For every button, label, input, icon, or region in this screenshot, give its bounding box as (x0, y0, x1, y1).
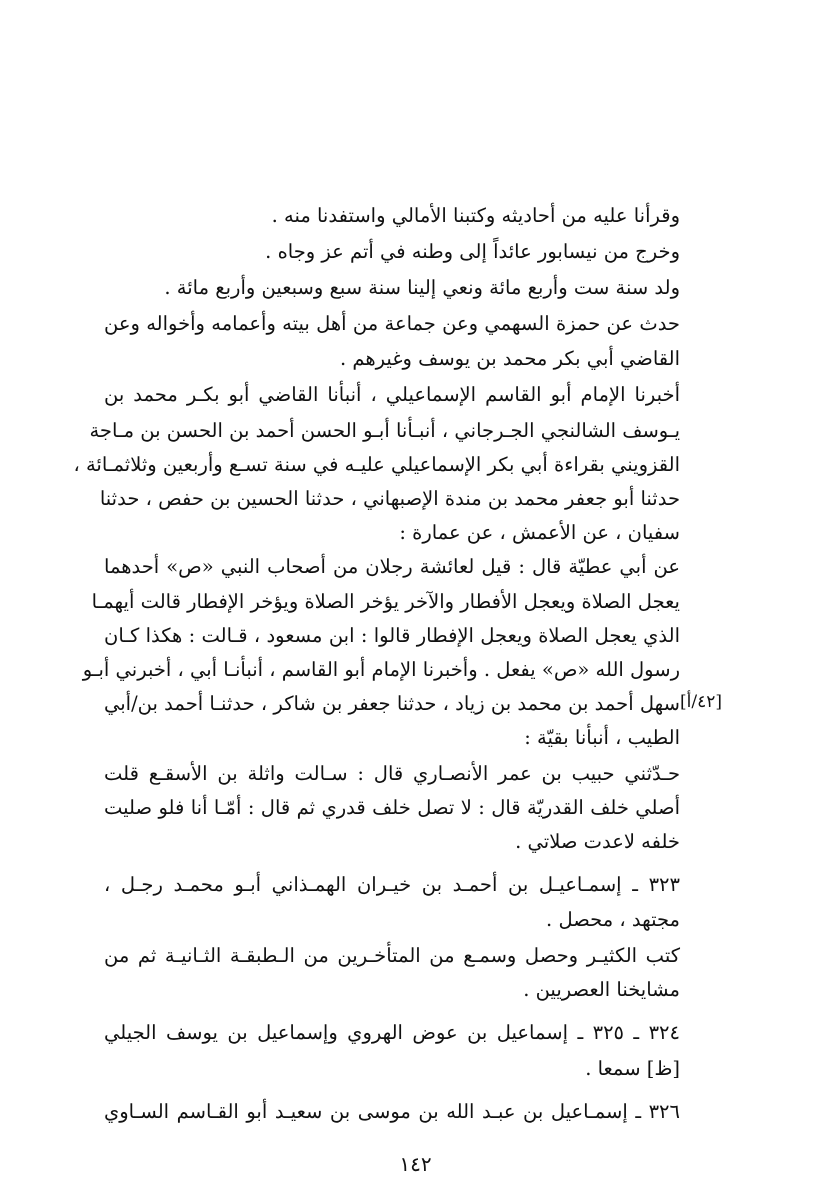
text-line: خلفه لاعدت صلاتي . (515, 830, 680, 853)
text-line: أخبرنا الإمام أبو القاسم الإسماعيلي ، أنبأنا القاضي أبو بكـر محمد بن (104, 383, 680, 406)
text-line: حدثنا أبو جعفر محمد بن مندة الإصبهاني ، حدثنا الحسين بن حفص ، حدثنا (99, 487, 680, 510)
text-line: عن أبي عطيّة قال : قيل لعائشة رجلان من أصحاب النبي «ص» أحدهما (104, 555, 680, 578)
text-line: مشايخنا العصريين . (523, 978, 680, 1001)
text-line: ٣٢٦ ـ إسمـاعيل بن عبـد الله بن موسى بن سعيـد أبو القـاسم السـاوي (104, 1100, 680, 1123)
text-line: رسول الله «ص» يفعل . وأخبرنا الإمام أبو القاسم ، أنبأنـا أبي ، أخبرني أبـو (82, 658, 680, 681)
text-line: ٣٢٤ ـ ٣٢٥ ـ إسماعيل بن عوض الهروي وإسماعيل بن يوسف الجيلي (104, 1021, 680, 1044)
text-line: سهل أحمد بن محمد بن زياد ، حدثنا جعفر بن شاكر ، حدثنـا أحمد بن/أبي (104, 692, 680, 715)
text-line: وقرأنا عليه من أحاديثه وكتبنا الأمالي واستفدنا منه . (271, 204, 680, 227)
text-line: ٣٢٣ ـ إسمـاعيـل بن أحمـد بن خيـران الهمـذاني أبـو محمـد رجـل ، (104, 873, 680, 896)
text-line: أصلي خلف القدريّة قال : لا تصل خلف قدري ثم قال : أمّـا أنا فلو صليت (104, 796, 680, 819)
text-line: سفيان ، عن الأعمش ، عن عمارة : (399, 521, 680, 544)
text-line: مجتهد ، محصل . (546, 908, 680, 931)
text-line: [ظ] سمعا . (585, 1057, 680, 1080)
text-line: الطيب ، أنبأنا بقيّة : (524, 726, 680, 749)
text-line: القزويني بقراءة أبي بكر الإسماعيلي عليـه في سنة تسـع وأربعين وثلاثمـائة ، (73, 453, 680, 476)
page-number: ١٤٢ (399, 1152, 432, 1176)
text-line: حدث عن حمزة السهمي وعن جماعة من أهل بيته وأعمامه وأخواله وعن (104, 312, 680, 335)
text-line: حـدّثني حبيب بن عمر الأنصـاري قال : سـالت واثلة بن الأسقـع قلت (104, 762, 680, 785)
text-line: وخرج من نيسابور عائداً إلى وطنه في أتم عز وجاه . (265, 240, 680, 263)
margin-folio-note: [٤٢/أ] (680, 692, 722, 712)
text-line: يعجل الصلاة ويعجل الأفطار والآخر يؤخر الصلاة ويؤخر الإفطار قالت أيهمـا (91, 590, 680, 613)
text-line: الذي يعجل الصلاة ويعجل الإفطار قالوا : ابن مسعود ، قـالت : هكذا كـان (104, 624, 680, 647)
text-line: كتب الكثيـر وحصل وسمـع من المتأخـرين من الـطبقـة الثـانيـة ثم من (104, 944, 680, 967)
text-line: ولد سنة ست وأربع مائة ونعي إلينا سنة سبع وسبعين وأربع مائة . (164, 276, 680, 299)
text-line: يـوسف الشالنجي الجـرجاني ، أنبـأنا أبـو الحسن أحمد بن الحسن بن مـاجة (89, 419, 680, 442)
text-line: القاضي أبي بكر محمد بن يوسف وغيرهم . (340, 347, 680, 370)
